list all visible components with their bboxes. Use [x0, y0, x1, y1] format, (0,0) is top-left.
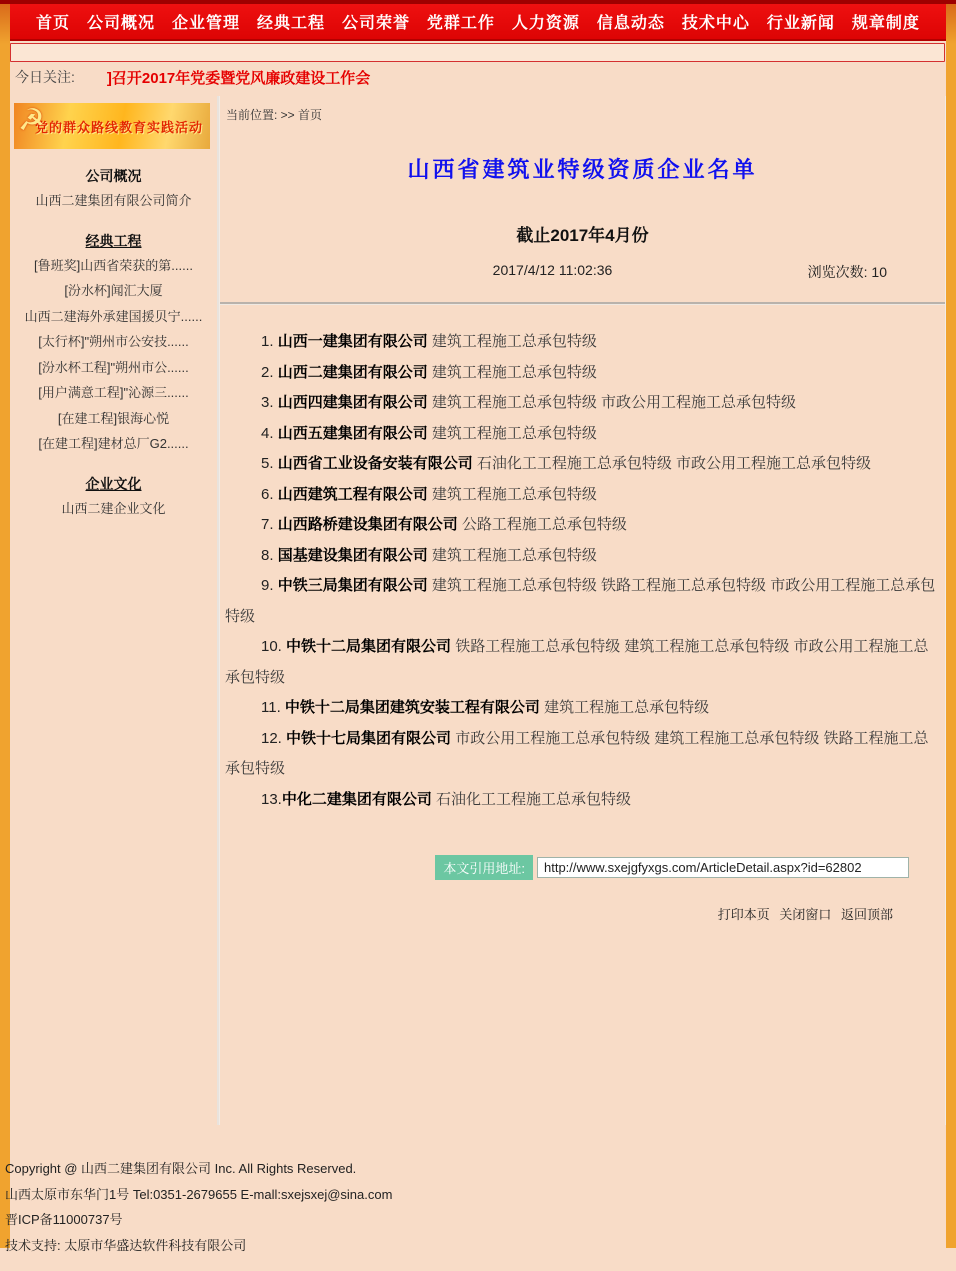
company-name: 国基建设集团有限公司: [277, 546, 428, 564]
breadcrumb-label: 当前位置: >>: [226, 108, 295, 122]
left-gold-border: [0, 4, 10, 1248]
close-window-link[interactable]: 关闭窗口: [779, 907, 832, 922]
company-name: 山西路桥建设集团有限公司: [277, 516, 458, 533]
nav-item-human-resources[interactable]: 人力资源: [511, 15, 580, 32]
today-focus-row: [10, 63, 946, 91]
nav-item-company-overview[interactable]: 公司概况: [86, 15, 155, 32]
item-number: 2.: [261, 363, 278, 381]
nav-item-company-honors[interactable]: 公司荣誉: [341, 15, 410, 32]
company-list-item: [225, 358, 940, 389]
company-name: 中铁十七局集团有限公司: [286, 729, 452, 747]
main-nav: [10, 4, 946, 41]
company-list-item: [225, 449, 940, 480]
company-qualifications: 石油化工工程施工总承包特级: [436, 790, 632, 808]
sidebar-link-yinhai-xinyue[interactable]: [在建工程]银海心悦: [57, 410, 170, 426]
company-qualifications: 铁路工程施工总承包特级 建筑工程施工总承包特级 市政公用工程施工总承包特级: [225, 638, 929, 686]
sidebar-link-corporate-culture[interactable]: 山西二建企业文化: [61, 500, 166, 516]
company-qualifications: 建筑工程施工总承包特级 铁路工程施工总承包特级 市政公用工程施工总承包特级: [225, 577, 936, 625]
nav-item-information-news[interactable]: 信息动态: [596, 15, 665, 32]
citation-row: [220, 855, 945, 880]
item-number: 12.: [261, 729, 287, 747]
right-gold-border: [946, 4, 956, 1248]
company-name: 山西一建集团有限公司: [277, 333, 428, 350]
sidebar-link-luban-award[interactable]: [鲁班奖]山西省荣获的第......: [34, 257, 193, 273]
item-number: 10.: [261, 638, 287, 655]
company-list-item: [225, 388, 940, 419]
article-view-count: 浏览次数: 10: [807, 264, 887, 280]
sidebar-link-user-satisfaction[interactable]: [用户满意工程]"沁源三......: [38, 385, 189, 400]
item-number: 1.: [261, 333, 278, 350]
item-number: 11.: [261, 699, 285, 716]
item-number: 8.: [261, 546, 278, 564]
breadcrumb-home-link[interactable]: 首页: [298, 108, 323, 122]
sidebar-link-taihang-cup[interactable]: [太行杯]"朔州市公安技......: [38, 334, 189, 349]
item-number: 7.: [261, 516, 278, 533]
item-number: 5.: [261, 455, 278, 472]
item-number: 3.: [261, 394, 278, 411]
company-list-item: [225, 327, 940, 358]
company-list-item: [225, 480, 940, 511]
sidebar-link-fenshui-cup[interactable]: [汾水杯]闻汇大厦: [64, 283, 163, 298]
today-focus-label: 今日关注:: [15, 69, 75, 85]
sidebar-heading-corporate-culture[interactable]: 企业文化: [85, 475, 142, 492]
company-list-item: [225, 541, 940, 572]
nav-item-classic-projects[interactable]: 经典工程: [256, 15, 325, 32]
company-name: 山西二建集团有限公司: [277, 363, 428, 381]
party-campaign-banner: [14, 103, 210, 149]
footer-tech-support: 技术支持: 太原市华盛达软件科技有限公司: [5, 1237, 247, 1253]
company-name: 中铁三局集团有限公司: [277, 577, 428, 594]
company-list-item: [225, 785, 940, 816]
nav-item-tech-center[interactable]: 技术中心: [681, 15, 750, 32]
company-list-item: [225, 510, 940, 541]
company-name: 中化二建集团有限公司: [281, 790, 432, 808]
sidebar-heading-company-overview[interactable]: 公司概况: [85, 168, 142, 184]
company-name: 山西省工业设备安装有限公司: [277, 455, 473, 472]
back-to-top-link[interactable]: 返回顶部: [840, 907, 893, 922]
company-list-item: [225, 724, 940, 785]
nav-item-enterprise-management[interactable]: 企业管理: [171, 15, 240, 32]
article-subtitle: 截止2017年4月份: [516, 226, 649, 245]
page-footer: [0, 1148, 956, 1258]
company-qualifications: 公路工程施工总承包特级: [461, 516, 627, 533]
citation-url-input[interactable]: [537, 857, 909, 878]
main-content: [219, 96, 946, 1125]
banner-slogan: 党的群众路线教育实践活动: [34, 119, 203, 135]
sidebar: [10, 96, 217, 1125]
company-name: 山西五建集团有限公司: [277, 424, 428, 442]
company-list-item: [225, 632, 940, 693]
company-qualifications: 建筑工程施工总承包特级: [431, 333, 597, 350]
company-qualifications: 建筑工程施工总承包特级 市政公用工程施工总承包特级: [431, 394, 797, 411]
sidebar-link-jiancai-g2[interactable]: [在建工程]建材总厂G2......: [38, 436, 189, 451]
sidebar-link-company-intro[interactable]: 山西二建集团有限公司简介: [35, 193, 192, 208]
company-list-item: [225, 571, 940, 632]
company-list-item: [225, 419, 940, 450]
sidebar-heading-classic-projects[interactable]: 经典工程: [85, 232, 142, 249]
footer-address-contact: 山西太原市东华门1号 Tel:0351-2679655 E-mall:sxejsxej@sina.com: [5, 1186, 393, 1202]
company-qualifications: 建筑工程施工总承包特级: [431, 424, 597, 442]
company-name: 中铁十二局集团有限公司: [286, 638, 452, 655]
item-number: 6.: [261, 485, 278, 503]
company-name: 山西建筑工程有限公司: [277, 485, 428, 503]
company-qualifications: 市政公用工程施工总承包特级 建筑工程施工总承包特级 铁路工程施工总承包特级: [225, 729, 929, 777]
nav-item-industry-news[interactable]: 行业新闻: [766, 15, 835, 32]
article-meta-row: [220, 262, 945, 282]
breadcrumb: [220, 96, 945, 123]
citation-label: 本文引用地址:: [435, 855, 533, 880]
company-qualifications: 建筑工程施工总承包特级: [431, 546, 597, 564]
item-number: 13.: [261, 790, 282, 808]
company-qualifications: 建筑工程施工总承包特级: [431, 485, 597, 503]
page-actions: [220, 904, 945, 923]
nav-item-rules[interactable]: 规章制度: [851, 15, 920, 32]
footer-icp-number: 晋ICP备11000737号: [5, 1212, 123, 1227]
nav-item-home[interactable]: 首页: [36, 15, 71, 32]
item-number: 4.: [261, 424, 278, 442]
company-name: 山西四建集团有限公司: [277, 394, 428, 411]
party-emblem-icon: ☭: [18, 104, 45, 137]
today-focus-headline-link[interactable]: ]召开2017年党委暨党风廉政建设工作会: [106, 69, 371, 87]
print-page-link[interactable]: 打印本页: [717, 907, 770, 922]
article-title: 山西省建筑业特级资质企业名单: [407, 157, 758, 182]
empty-notice-bar: [10, 43, 945, 62]
footer-copyright: Copyright @ 山西二建集团有限公司 Inc. All Rights Reserved.: [5, 1161, 357, 1176]
company-qualifications: 建筑工程施工总承包特级: [431, 363, 597, 381]
item-number: 9.: [261, 577, 278, 594]
sidebar-link-overseas-benin[interactable]: 山西二建海外承建国援贝宁......: [24, 308, 203, 324]
nav-item-party-work[interactable]: 党群工作: [426, 15, 495, 32]
company-qualifications: 石油化工工程施工总承包特级 市政公用工程施工总承包特级: [476, 455, 872, 472]
article-date: 2017/4/12 11:02:36: [492, 262, 613, 278]
company-list-item: [225, 693, 940, 724]
company-list: [220, 305, 945, 815]
company-name: 中铁十二局集团建筑安装工程有限公司: [284, 699, 540, 716]
sidebar-link-fenshui-cup-shuozhou[interactable]: [汾水杯工程]"朔州市公......: [38, 359, 189, 375]
company-qualifications: 建筑工程施工总承包特级: [544, 699, 710, 716]
